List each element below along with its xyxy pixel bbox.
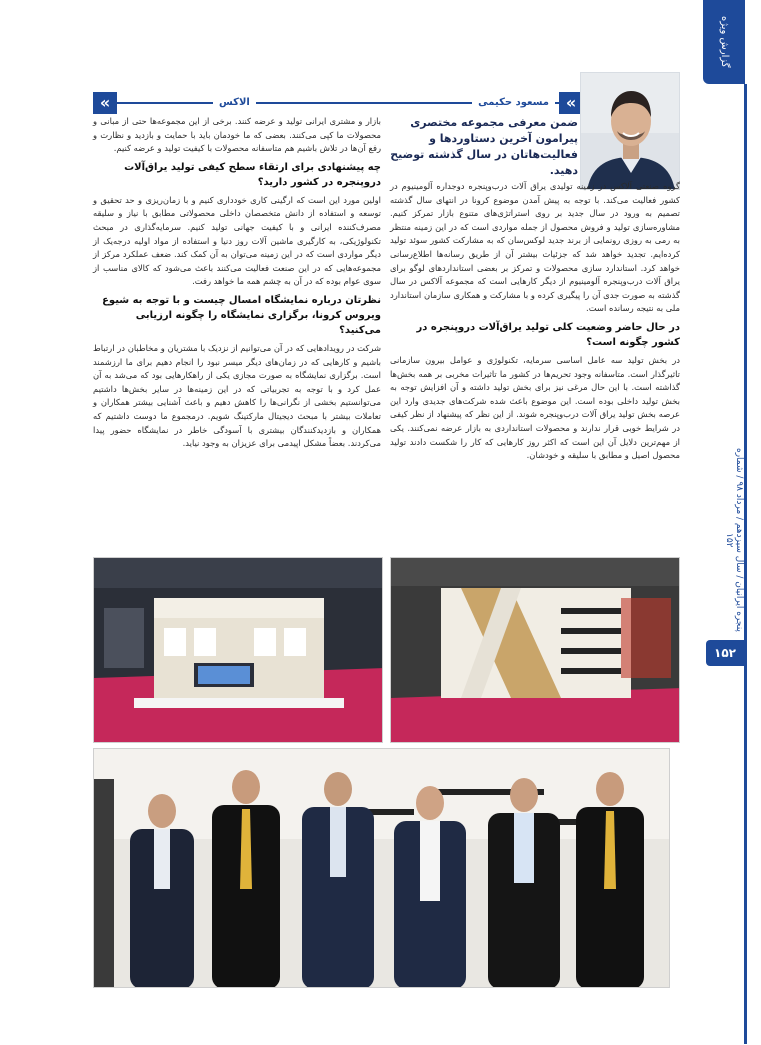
left-intro: بازار و مشتری ایرانی تولید و عرضه کنند. برخی از این مجموعه‌ها حتی از مبانی و محصولات ما کپی می‌کنند. بعضی که ما خودمان باید با حمایت و بازدید و نظارت و رفع آن‌ها در تلاش باشیم هم متاسفانه محصولات با کیفیت تولید و عرضه کنیم. xyxy=(93,116,381,154)
chevron-right-icon: « xyxy=(559,92,583,114)
section-tab xyxy=(703,0,745,84)
right-column xyxy=(390,180,680,467)
booth-image xyxy=(391,558,680,743)
magazine-info: پنجره ایرانیان / سال سیزدهم / مرداد ۹۸ / شماره ۱۵۲ xyxy=(724,448,744,632)
exhibition-booth-left-photo xyxy=(93,557,383,743)
group-image xyxy=(94,749,670,988)
question-4: نظرتان درباره نمایشگاه امسال چیست و با توجه به شیوع ویروس کرونا، برگزاری نمایشگاه را چگونه ارزیابی می‌کنید؟ xyxy=(102,294,381,336)
chevron-left-icon: « xyxy=(93,92,117,114)
right-column-top xyxy=(390,115,578,185)
answer-3: اولین مورد این است که ارگینی کاری خودداری کنیم و با زمان‌ریزی و حد تحقیق و توسعه و استفاده از دانش متخصصان داخلی محصولاتی مطابق با نیاز و سلیقه مصرف‌کننده ایرانی و با کیفیت جهانی تولید کنیم. سرمایه‌گذاری در مبحث تکنولوژیکی، به کارگیری ماشین آلات روز دنیا و استفاده از مواد اولیه درجه‌یک از دیگر مواردی است که در این زمینه می‌توان به آن کمک کند. ضعف عملکرد مرکز از مجموعه‌هایی که در این صنعت فعالیت می‌کنند باعث می‌شود که کالای مناسب از سوی عوام بوده که در آن به چشم همه ما خواهد رفت. xyxy=(93,194,381,287)
side-rule xyxy=(744,84,747,1044)
answer-2: در بخش تولید سه عامل اساسی سرمایه، تکنولوژی و عوامل بیرون سازمانی تاثیرگذار است. متاسفانه وجود تحریم‌ها در کشور ما تاثیرات مخربی بر همه بخش‌ها گذاشته است. با این حال مرغی نیز برای بخش تولید داشته و آن افزایش توجه به بخش تولید داخلی بوده است. این موضوع باعث شده شرکت‌های جدیدی وارد این عرصه بخش تولید یراق آلات درب‌وپنجره شوند. از این نظر که پیشنهاد از نظر کیفی در شرایط خوبی قرار ندارند و محصولات استانداردی به بازار عرضه نمی‌کنند. یکی از مهم‌ترین دلایل آن این است که اکثر روز کارهایی که کار را شکست دادند تولید محصول اصیل و مطابق با سلیقه و خودشان. xyxy=(390,354,680,461)
page-number: ۱۵۲ xyxy=(706,640,744,666)
company-name: الاکس xyxy=(213,94,256,112)
question-3: چه پیشنهادی برای ارتقاء سطح کیفی تولید یراق‌آلات دروپنجره در کشور دارید؟ xyxy=(124,161,381,188)
answer-4: شرکت در رویدادهایی که در آن می‌توانیم از نزدیک با مشتریان و مخاطبان در ارتباط باشیم و کارهایی که در زمان‌های دیگر میسر نبود را انجام دهیم برای ما ارزشمند است. برگزاری نمایشگاه به صورت مجازی یکی از راهکارهایی بود که می‌شد به آن عمل کرد و با توجه به تجربیاتی که در این زمینه‌ها در سایر بخش‌ها داشتیم می‌توانستیم بخشی از نگرانی‌ها را کاهش دهیم و باعث آشنایی بیشتر همکاران و تعاملات بیشتر با مبحث دیجیتال مارکتینگ شویم. درمجموع ما دوست داشتیم که همکاران و بازدیدکنندگان بیشتری با آسودگی خاطر در نمایشگاه حضور پیدا می‌کردند. بعضاً مشکل اپیدمی برای عزیزان به وجود نیاید. xyxy=(93,342,381,449)
author-bar xyxy=(93,92,583,114)
team-group-photo xyxy=(93,748,670,988)
author-portrait xyxy=(580,72,680,190)
right-paragraph-1: گروه صنعتی آلاکس در زمینه تولیدی یراق آلات درب‌وپنجره دوجداره آلومینیوم در کشور فعالیت می‌کند. با توجه به پیش آمدن موضوع کرونا در انتهای سال گذشته تصمیم به ورود در سال جدید بر روی استراتژی‌های متنوع بازار تمرکز کنیم. مشاوره‌سازی تولید و فروش محصول از جمله مواردی است که در این زمینه منتظر به رمی به روزی رونمایی از برند جدید لوکس‌سان که به مشارکت کشور سوئد تولید کرده‌ایم. تجدید خواهد شد که جزئیات بیشتر آن از طریق رسانه‌ها اطلاع‌رسانی خواهد کرد. استاندارد سازی محصولات و تمرکز بر بعضی استانداردهای لوگو برای یراق آلات درب‌وپنجره آلومینیوم از دیگر کارهایی است که مجموعه آلاکس در سال گذشته به صورت جدی آن را پیگیری کرده و با مشارکت و همکاری سازمان استاندارد ملی به نتیجه رسانده است. xyxy=(390,181,680,314)
booth-image xyxy=(94,558,383,743)
article-lead: ضمن معرفی مجموعه مختصری پیرامون آخرین دستاوردها و فعالیت‌هاتان در سال گذشته توضیح دهید. xyxy=(390,116,578,177)
exhibition-booth-right-photo xyxy=(390,557,680,743)
section-label: گزارش ویژه xyxy=(719,16,730,68)
author-name: مسعود حکیمی xyxy=(472,94,555,112)
left-column xyxy=(93,115,381,455)
question-2: در حال حاضر وضعیت کلی تولید یراق‌آلات دروپنجره در کشور چگونه است؟ xyxy=(416,321,680,348)
person-icon xyxy=(581,73,680,190)
